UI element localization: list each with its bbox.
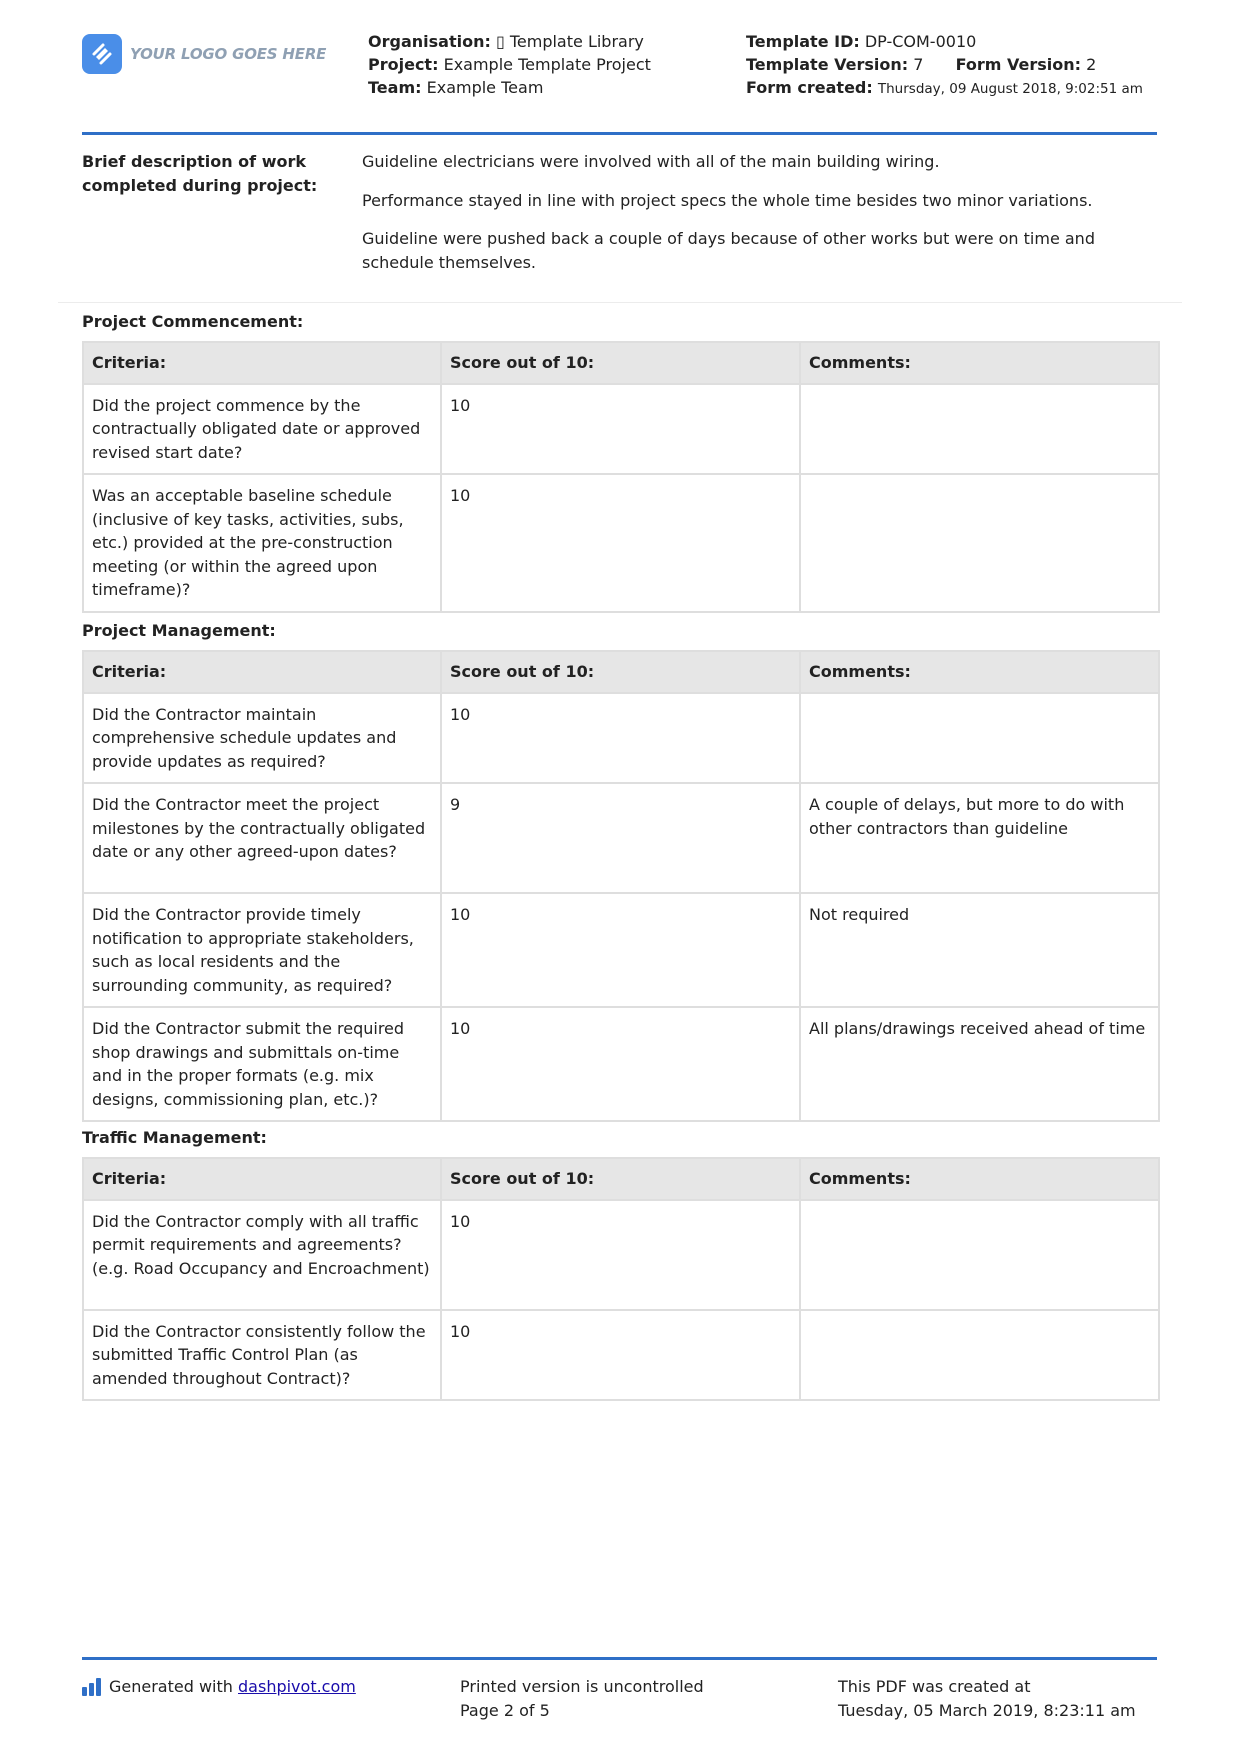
- comments-cell: [800, 474, 1159, 612]
- form-created-label: Form created:: [746, 78, 873, 97]
- pdf-created-info: [838, 1675, 1136, 1722]
- header-project-info: [368, 30, 651, 99]
- team-value: Example Team: [426, 78, 544, 97]
- header-template-info: [746, 30, 1166, 101]
- comments-header: Comments:: [800, 342, 1159, 384]
- score-cell: 10: [441, 1310, 800, 1401]
- section-title-traffic: Traffic Management:: [82, 1128, 267, 1147]
- divider: [58, 302, 1182, 303]
- table-row: [83, 893, 1159, 1007]
- comments-cell: [800, 384, 1159, 475]
- page-number: Page 2 of 5: [460, 1700, 550, 1720]
- table-row: [83, 1310, 1159, 1401]
- comments-cell: All plans/drawings received ahead of time: [800, 1007, 1159, 1121]
- description-body: [362, 150, 1162, 289]
- criteria-header: Criteria:: [83, 342, 441, 384]
- table-header-row: [83, 1158, 1159, 1200]
- dashpivot-link[interactable]: dashpivot.com: [238, 1677, 356, 1696]
- traffic-table: [82, 1157, 1160, 1401]
- organisation-value: ▯ Template Library: [495, 32, 644, 51]
- score-cell: 10: [441, 384, 800, 475]
- criteria-cell: Did the Contractor maintain comprehensive schedule updates and provide updates as required?: [83, 693, 441, 784]
- criteria-cell: Did the Contractor meet the project milestones by the contractually obligated date or any other agreed-upon dates?: [83, 783, 441, 893]
- table-header-row: [83, 651, 1159, 693]
- description-paragraph: Performance stayed in line with project specs the whole time besides two minor variations.: [362, 190, 1093, 210]
- team-label: Team:: [368, 78, 422, 97]
- organisation-label: Organisation:: [368, 32, 491, 51]
- form-version-label: Form Version:: [955, 55, 1082, 74]
- description-paragraph: Guideline were pushed back a couple of days because of other works but were on time and schedule themselves.: [362, 229, 1095, 272]
- score-cell: 10: [441, 1200, 800, 1310]
- table-row: [83, 474, 1159, 612]
- template-id-label: Template ID:: [746, 32, 860, 51]
- dashpivot-logo-icon: [82, 1678, 101, 1696]
- description-label: Brief description of work completed during project:: [82, 152, 318, 195]
- comments-cell: [800, 1200, 1159, 1310]
- table-row: [83, 783, 1159, 893]
- criteria-cell: Did the Contractor submit the required shop drawings and submittals on-time and in the proper formats (e.g. mix designs, commissioning plan, etc.)?: [83, 1007, 441, 1121]
- project-label: Project:: [368, 55, 439, 74]
- page-footer: [82, 1657, 1157, 1720]
- logo: [82, 34, 326, 74]
- criteria-cell: Did the project commence by the contractually obligated date or approved revised start date?: [83, 384, 441, 475]
- description-paragraph: Guideline electricians were involved with all of the main building wiring.: [362, 152, 940, 171]
- criteria-cell: Did the Contractor consistently follow the submitted Traffic Control Plan (as amended throughout Contract)?: [83, 1310, 441, 1401]
- comments-header: Comments:: [800, 1158, 1159, 1200]
- table-row: [83, 384, 1159, 475]
- pdf-created-date: Tuesday, 05 March 2019, 8:23:11 am: [838, 1700, 1136, 1720]
- score-cell: 10: [441, 1007, 800, 1121]
- print-info: [460, 1675, 704, 1722]
- form-version-value: 2: [1086, 55, 1097, 74]
- score-header: Score out of 10:: [441, 342, 800, 384]
- management-table: [82, 650, 1160, 1122]
- project-value: Example Template Project: [443, 55, 651, 74]
- logo-icon: [82, 34, 122, 74]
- template-id-value: DP-COM-0010: [864, 32, 977, 51]
- template-version-value: 7: [913, 55, 924, 74]
- score-cell: 10: [441, 693, 800, 784]
- comments-header: Comments:: [800, 651, 1159, 693]
- criteria-header: Criteria:: [83, 1158, 441, 1200]
- table-row: [83, 1200, 1159, 1310]
- score-header: Score out of 10:: [441, 651, 800, 693]
- score-header: Score out of 10:: [441, 1158, 800, 1200]
- comments-cell: [800, 693, 1159, 784]
- table-row: [83, 1007, 1159, 1121]
- section-title-management: Project Management:: [82, 621, 276, 640]
- pdf-created-label: This PDF was created at: [838, 1677, 1031, 1696]
- criteria-header: Criteria:: [83, 651, 441, 693]
- logo-text: YOUR LOGO GOES HERE: [130, 45, 327, 63]
- comments-cell: [800, 1310, 1159, 1401]
- generated-prefix: Generated with: [109, 1677, 233, 1696]
- printed-notice: Printed version is uncontrolled: [460, 1677, 704, 1696]
- criteria-cell: Was an acceptable baseline schedule (inclusive of key tasks, activities, subs, etc.) provided at the pre-construction meeting (or within the agreed upon timeframe)?: [83, 474, 441, 612]
- form-created-value: Thursday, 09 August 2018, 9:02:51 am: [877, 81, 1143, 97]
- comments-cell: A couple of delays, but more to do with other contractors than guideline: [800, 783, 1159, 893]
- table-row: [83, 693, 1159, 784]
- score-cell: 10: [441, 893, 800, 1007]
- template-version-label: Template Version:: [746, 55, 909, 74]
- score-cell: 9: [441, 783, 800, 893]
- page-header: [82, 28, 1157, 135]
- commencement-table: [82, 341, 1160, 613]
- table-header-row: [83, 342, 1159, 384]
- criteria-cell: Did the Contractor provide timely notification to appropriate stakeholders, such as local residents and the surrounding community, as required?: [83, 893, 441, 1007]
- generated-with: [82, 1675, 356, 1699]
- comments-cell: Not required: [800, 893, 1159, 1007]
- section-title-commencement: Project Commencement:: [82, 312, 304, 331]
- criteria-cell: Did the Contractor comply with all traffic permit requirements and agreements? (e.g. Road Occupancy and Encroachment): [83, 1200, 441, 1310]
- score-cell: 10: [441, 474, 800, 612]
